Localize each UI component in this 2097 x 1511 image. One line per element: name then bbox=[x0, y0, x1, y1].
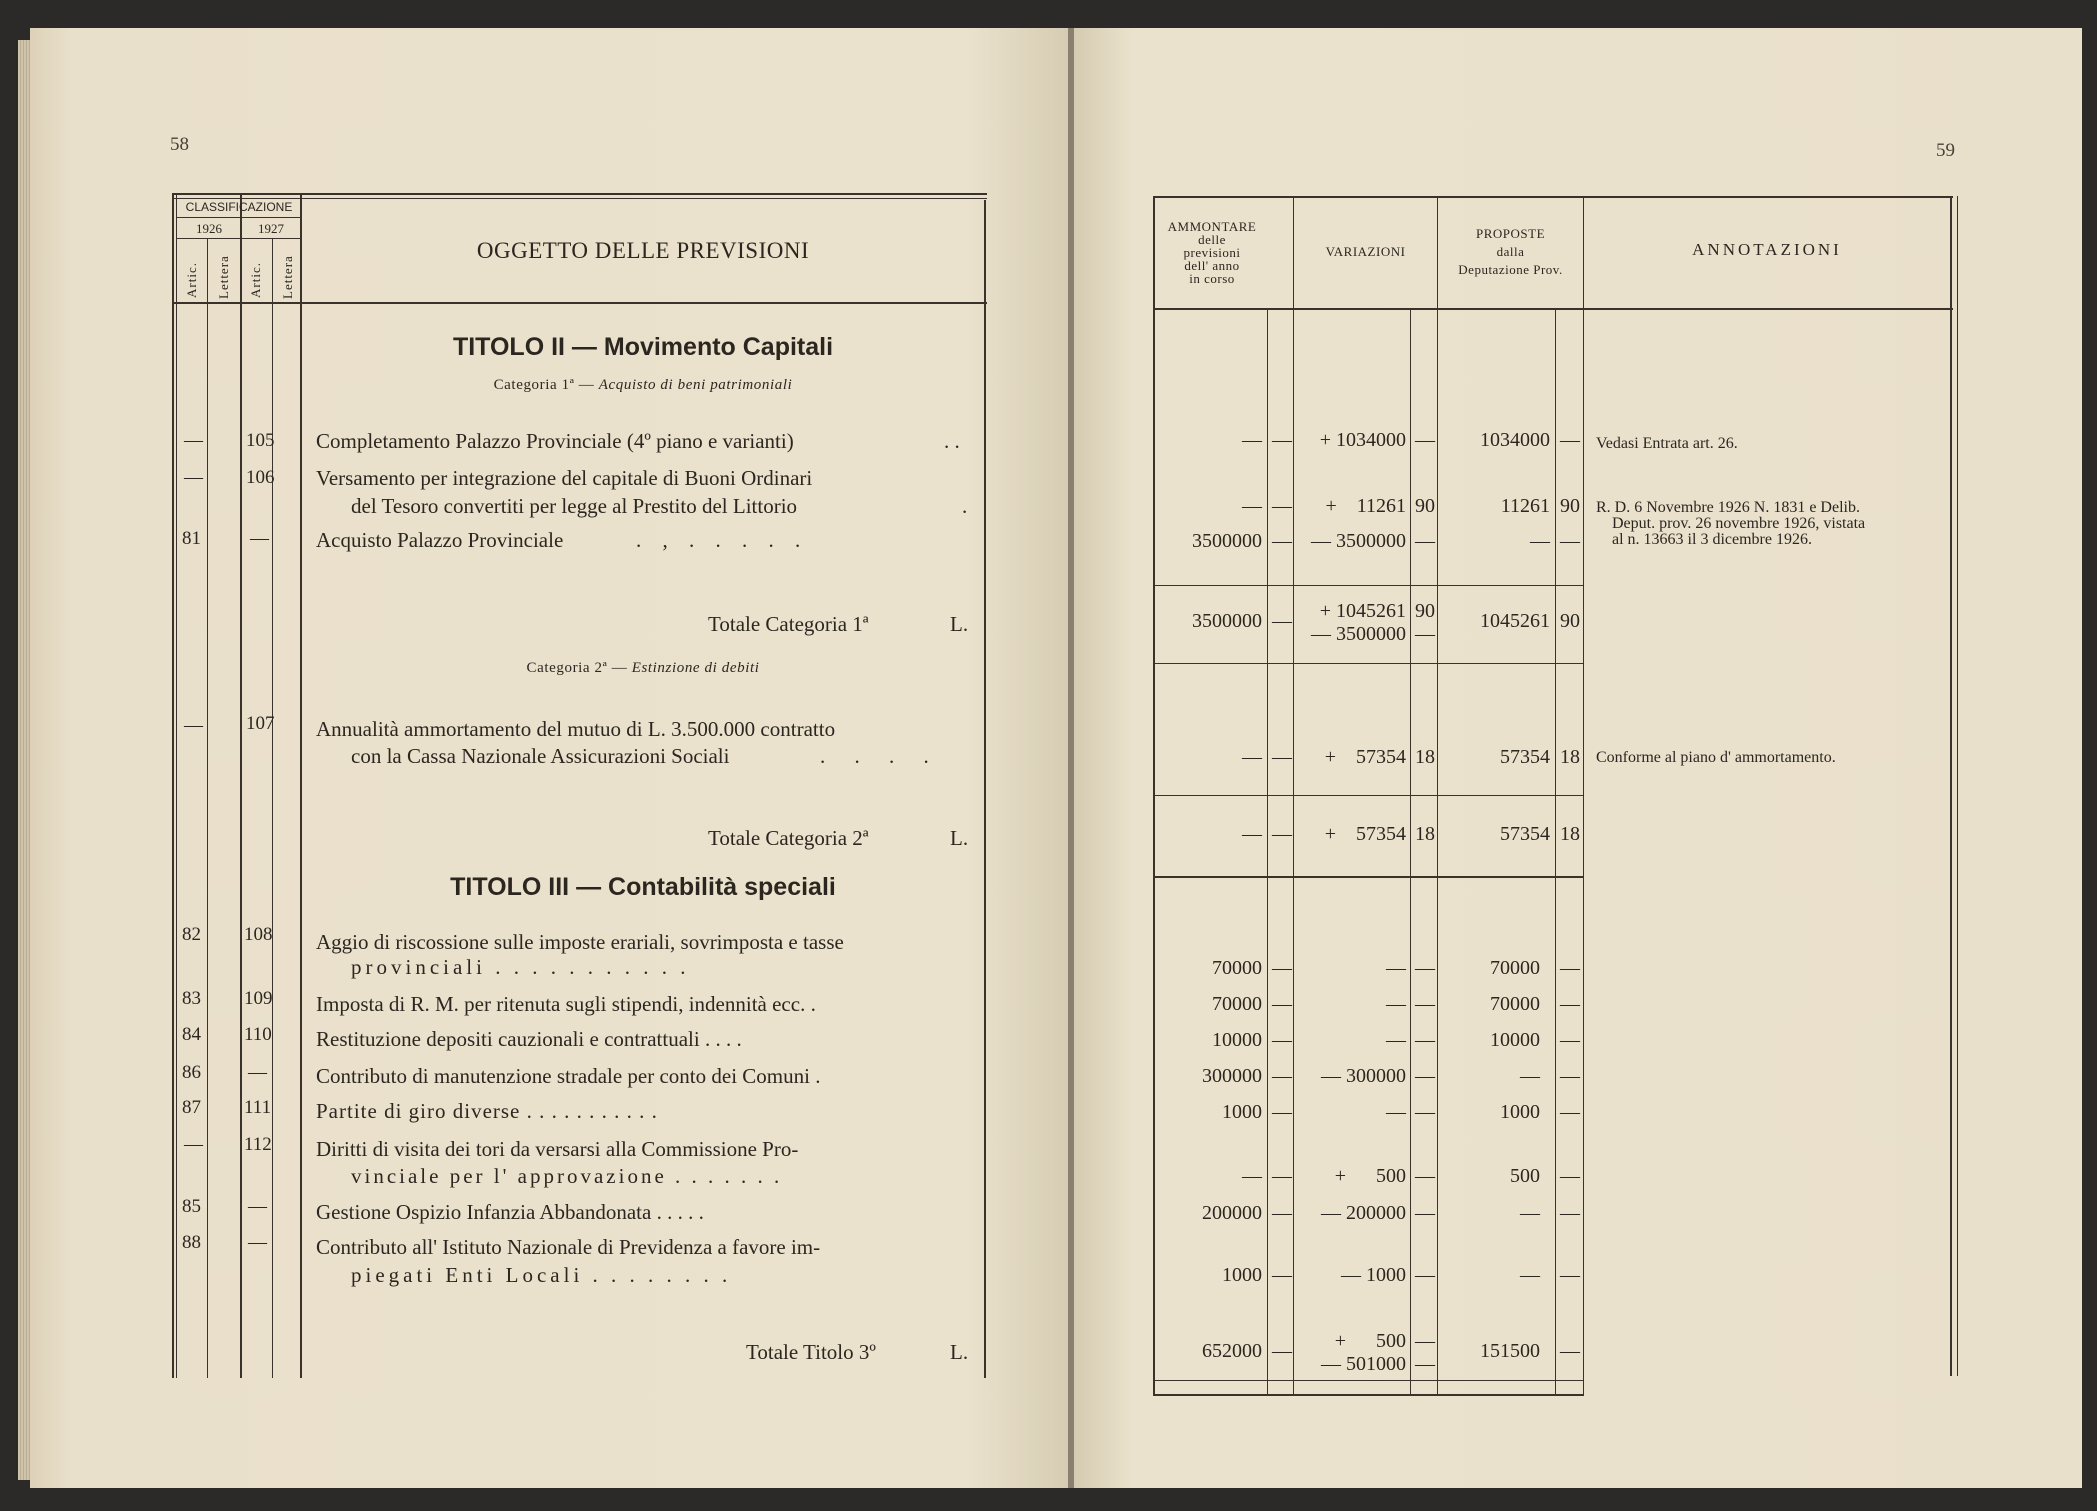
annotazioni-header: ANNOTAZIONI bbox=[1692, 240, 1842, 259]
t3-row-8-prop-cent: — bbox=[1560, 1264, 1580, 1286]
t3-row-6-description-1: Diritti di visita dei tori da versarsi alla Commissione Pro- bbox=[316, 1137, 799, 1161]
t3-row-8-artic-1927: — bbox=[248, 1232, 267, 1253]
r106-annotazione-3: al n. 13663 il 3 dicembre 1926. bbox=[1612, 531, 1812, 548]
rule-col-1926-1927 bbox=[240, 193, 242, 1378]
t3-row-5-amm-cent: — bbox=[1272, 1101, 1292, 1123]
ammontare-header: AMMONTARE delle previsioni dell' anno in corso bbox=[1167, 219, 1257, 286]
totale-titolo3-label: Totale Titolo 3º bbox=[746, 1340, 876, 1364]
t3-row-4-var-cent: — bbox=[1415, 1065, 1435, 1087]
t3-row-5-description: Partite di giro diverse . . . . . . . . . . . bbox=[316, 1099, 658, 1123]
t3-row-1-description-1: Aggio di riscossione sulle imposte erariali, sovrimposta e tasse bbox=[316, 930, 844, 954]
t3-row-5-proposta: 1000 bbox=[1500, 1101, 1540, 1123]
t3-row-2-description: Imposta di R. M. per ritenuta sugli stipendi, indennità ecc. . bbox=[316, 992, 816, 1016]
r105-artic-1926: — bbox=[184, 430, 203, 451]
t3-row-5-prop-cent: — bbox=[1560, 1101, 1580, 1123]
tot-cat1-variazione-plus: + 1045261 bbox=[1319, 600, 1406, 622]
r106-annotazione-1: R. D. 6 Novembre 1926 N. 1831 e Delib. bbox=[1596, 499, 1860, 516]
r106-variazione: + 11261 bbox=[1325, 495, 1406, 517]
t3-row-3-amm-cent: — bbox=[1272, 1029, 1292, 1051]
oggetto-header: OGGETTO DELLE PREVISIONI bbox=[476, 238, 810, 263]
rrule-col-prop bbox=[1583, 196, 1584, 1396]
t3-row-2-artic-1927: 109 bbox=[244, 988, 273, 1009]
t3-row-2-amm-cent: — bbox=[1272, 993, 1292, 1015]
rrule-top bbox=[1153, 196, 1953, 198]
t3-row-3-proposta: 10000 bbox=[1490, 1029, 1540, 1051]
totale-cat1-label: Totale Categoria 1ª bbox=[708, 612, 869, 636]
lettera-1927: Lettera bbox=[280, 255, 295, 299]
t3-row-6-proposta: 500 bbox=[1510, 1165, 1540, 1187]
r106-proposta: 11261 bbox=[1500, 495, 1550, 517]
r81-variazione: — 3500000 bbox=[1311, 530, 1406, 552]
t3-row-2-var-cent: — bbox=[1415, 993, 1435, 1015]
categoria-2-heading: Categoria 2ª — Estinzione di debiti bbox=[526, 660, 760, 676]
r105-dots: . . bbox=[944, 429, 960, 453]
t3-row-7-artic-1926: 85 bbox=[182, 1196, 201, 1217]
t3-row-8-description-1: Contributo all' Istituto Nazionale di Previdenza a favore im- bbox=[316, 1235, 821, 1259]
t3-row-1-amm-cent: — bbox=[1272, 957, 1292, 979]
titolo-3-heading: TITOLO III — Contabilità speciali bbox=[450, 873, 836, 901]
t3-row-7-prop-cent: — bbox=[1560, 1202, 1580, 1224]
r106-dots: . bbox=[962, 494, 968, 518]
t3-row-7-ammontare: 200000 bbox=[1202, 1202, 1262, 1224]
categoria-1-heading: Categoria 1ª — Acquisto di beni patrimoniali bbox=[493, 377, 793, 393]
titolo-2-heading: TITOLO II — Movimento Capitali bbox=[452, 333, 834, 361]
tot-cat1-ammontare: 3500000 bbox=[1192, 610, 1262, 632]
t3-row-4-ammontare: 300000 bbox=[1202, 1065, 1262, 1087]
t3-row-7-proposta: — bbox=[1520, 1202, 1540, 1224]
t3-row-7-var-cent: — bbox=[1415, 1202, 1435, 1224]
r107-ammontare: — bbox=[1242, 746, 1262, 768]
totale-cat1-l: L. bbox=[950, 612, 969, 636]
t3-row-3-prop-cent: — bbox=[1560, 1029, 1580, 1051]
artic-1927: Artic. bbox=[248, 262, 263, 298]
r105-var-cent: — bbox=[1415, 429, 1435, 451]
rrule-header-bottom bbox=[1153, 308, 1953, 310]
t3-row-5-ammontare: 1000 bbox=[1222, 1101, 1262, 1123]
t3-row-3-var-cent: — bbox=[1415, 1029, 1435, 1051]
r106-annotazione-2: Deput. prov. 26 novembre 1926, vistata bbox=[1612, 515, 1866, 532]
t3-row-3-artic-1927: 110 bbox=[244, 1024, 272, 1045]
t3-row-8-artic-1926: 88 bbox=[182, 1232, 201, 1253]
t3-row-4-artic-1926: 86 bbox=[182, 1062, 201, 1083]
r106-artic-1927: 106 bbox=[246, 467, 275, 488]
tot-titolo3-ammontare: 652000 bbox=[1202, 1340, 1262, 1362]
t3-row-6-amm-cent: — bbox=[1272, 1165, 1292, 1187]
r106-amm-cent: — bbox=[1272, 495, 1292, 517]
r81-ammontare: 3500000 bbox=[1192, 530, 1262, 552]
t3-row-4-proposta: — bbox=[1520, 1065, 1540, 1087]
r81-amm-cent: — bbox=[1272, 530, 1292, 552]
rule-left-outer bbox=[172, 193, 174, 1378]
rrule-amm-cent bbox=[1267, 310, 1268, 1396]
tot-cat1-var-cent-2: — bbox=[1415, 623, 1435, 645]
tot-cat2-amm-cent: — bbox=[1272, 823, 1292, 845]
t3-row-1-prop-cent: — bbox=[1560, 957, 1580, 979]
proposte-header: PROPOSTE dalla Deputazione Prov. bbox=[1458, 226, 1563, 277]
tot-cat1-variazione-minus: — 3500000 bbox=[1311, 623, 1406, 645]
rrule-prop-cent bbox=[1555, 310, 1556, 1396]
t3-row-6-prop-cent: — bbox=[1560, 1165, 1580, 1187]
r106-var-cent: 90 bbox=[1415, 495, 1435, 517]
r106-prop-cent: 90 bbox=[1560, 495, 1580, 517]
tot-titolo3-proposta: 151500 bbox=[1480, 1340, 1540, 1362]
t3-row-8-ammontare: 1000 bbox=[1222, 1264, 1262, 1286]
rrule-col-amm bbox=[1293, 196, 1294, 1396]
rrule-sep-5 bbox=[1155, 1380, 1583, 1381]
tot-cat2-ammontare: — bbox=[1242, 823, 1262, 845]
tot-cat2-var-cent: 18 bbox=[1415, 823, 1435, 845]
r106-description-1: Versamento per integrazione del capitale di Buoni Ordinari bbox=[316, 466, 813, 490]
tot-titolo3-var-cent-2: — bbox=[1415, 1353, 1435, 1375]
rrule-bottom bbox=[1153, 1394, 1583, 1396]
r81-proposta: — bbox=[1530, 530, 1550, 552]
r105-description: Completamento Palazzo Provinciale (4º piano e varianti) bbox=[316, 429, 794, 453]
lettera-1926: Lettera bbox=[216, 255, 231, 299]
rrule-left bbox=[1153, 196, 1155, 1396]
t3-row-5-variazione: — bbox=[1386, 1101, 1406, 1123]
rrule-right bbox=[1950, 196, 1952, 1376]
r81-artic-1927: — bbox=[250, 528, 269, 549]
r105-variazione: + 1034000 bbox=[1319, 429, 1406, 451]
tot-titolo3-variazione-plus: + 500 bbox=[1334, 1330, 1406, 1352]
tot-cat1-prop-cent: 90 bbox=[1560, 610, 1580, 632]
r107-artic-1927: 107 bbox=[246, 713, 275, 734]
r106-artic-1926: — bbox=[184, 467, 203, 488]
t3-row-4-description: Contributo di manutenzione stradale per conto dei Comuni . bbox=[316, 1064, 821, 1088]
t3-row-2-prop-cent: — bbox=[1560, 993, 1580, 1015]
tot-cat2-prop-cent: 18 bbox=[1560, 823, 1580, 845]
r105-annotazione: Vedasi Entrata art. 26. bbox=[1596, 435, 1738, 452]
tot-titolo3-amm-cent: — bbox=[1272, 1340, 1292, 1362]
rule-top bbox=[172, 193, 987, 195]
rrule-sep-4 bbox=[1155, 876, 1583, 878]
rrule-sep-2 bbox=[1155, 663, 1583, 664]
t3-row-1-proposta: 70000 bbox=[1490, 957, 1540, 979]
r105-artic-1927: 105 bbox=[246, 430, 275, 451]
t3-row-3-variazione: — bbox=[1386, 1029, 1406, 1051]
t3-row-1-artic-1926: 82 bbox=[182, 924, 201, 945]
totale-cat2-l: L. bbox=[950, 826, 969, 850]
page-number-left: 58 bbox=[170, 134, 189, 155]
page-number-right: 59 bbox=[1936, 140, 1955, 161]
r81-description: Acquisto Palazzo Provinciale bbox=[316, 528, 564, 552]
t3-row-2-proposta: 70000 bbox=[1490, 993, 1540, 1015]
t3-row-1-variazione: — bbox=[1386, 957, 1406, 979]
tot-titolo3-prop-cent: — bbox=[1560, 1340, 1580, 1362]
t3-row-6-ammontare: — bbox=[1242, 1165, 1262, 1187]
r107-annotazione: Conforme al piano d' ammortamento. bbox=[1596, 749, 1836, 766]
rule-right-left-page bbox=[984, 200, 986, 1378]
tot-titolo3-var-cent-1: — bbox=[1415, 1330, 1435, 1352]
rrule-sep-1 bbox=[1155, 585, 1583, 586]
t3-row-5-artic-1926: 87 bbox=[182, 1097, 201, 1118]
t3-row-8-proposta: — bbox=[1520, 1264, 1540, 1286]
t3-row-7-artic-1927: — bbox=[248, 1196, 267, 1217]
r107-description-2: con la Cassa Nazionale Assicurazioni Sociali bbox=[351, 744, 730, 768]
t3-row-7-description: Gestione Ospizio Infanzia Abbandonata . . . . . bbox=[316, 1200, 704, 1224]
t3-row-1-var-cent: — bbox=[1415, 957, 1435, 979]
tot-cat1-var-cent-1: 90 bbox=[1415, 600, 1435, 622]
t3-row-4-variazione: — 300000 bbox=[1321, 1065, 1406, 1087]
t3-row-8-var-cent: — bbox=[1415, 1264, 1435, 1286]
t3-row-4-amm-cent: — bbox=[1272, 1065, 1292, 1087]
r81-var-cent: — bbox=[1415, 530, 1435, 552]
t3-row-6-artic-1927: 112 bbox=[244, 1134, 272, 1155]
rule-years-under bbox=[177, 238, 300, 239]
rule-col-a1927 bbox=[272, 238, 273, 1378]
artic-1926: Artic. bbox=[184, 262, 199, 298]
r81-artic-1926: 81 bbox=[182, 528, 201, 549]
rrule-sep-3 bbox=[1155, 795, 1583, 796]
rule-col-oggetto bbox=[300, 193, 302, 1378]
t3-row-8-amm-cent: — bbox=[1272, 1264, 1292, 1286]
variazioni-header: VARIAZIONI bbox=[1325, 244, 1406, 259]
rrule-var-cent bbox=[1410, 310, 1411, 1396]
rule-left-inner bbox=[176, 193, 177, 1378]
totale-cat2-label: Totale Categoria 2ª bbox=[708, 826, 869, 850]
r81-dots: . , . . . . . bbox=[636, 528, 809, 552]
tot-cat1-amm-cent: — bbox=[1272, 610, 1292, 632]
r107-artic-1926: — bbox=[184, 715, 203, 736]
r81-prop-cent: — bbox=[1560, 530, 1580, 552]
r107-var-cent: 18 bbox=[1415, 746, 1435, 768]
t3-row-1-artic-1927: 108 bbox=[244, 924, 273, 945]
t3-row-1-ammontare: 70000 bbox=[1212, 957, 1262, 979]
year-1926: 1926 bbox=[196, 221, 222, 236]
r107-variazione: + 57354 bbox=[1324, 746, 1406, 768]
t3-row-5-var-cent: — bbox=[1415, 1101, 1435, 1123]
t3-row-3-artic-1926: 84 bbox=[182, 1024, 201, 1045]
r105-amm-cent: — bbox=[1272, 429, 1292, 451]
t3-row-7-amm-cent: — bbox=[1272, 1202, 1292, 1224]
rrule-col-var bbox=[1437, 196, 1438, 1396]
t3-row-6-variazione: + 500 bbox=[1334, 1165, 1406, 1187]
r107-prop-cent: 18 bbox=[1560, 746, 1580, 768]
t3-row-8-description-2: piegati Enti Locali . . . . . . . . bbox=[351, 1263, 732, 1287]
t3-row-3-ammontare: 10000 bbox=[1212, 1029, 1262, 1051]
t3-row-7-variazione: — 200000 bbox=[1321, 1202, 1406, 1224]
t3-row-4-prop-cent: — bbox=[1560, 1065, 1580, 1087]
r107-dots: . . . . bbox=[820, 744, 941, 768]
r107-amm-cent: — bbox=[1272, 746, 1292, 768]
r106-description-2: del Tesoro convertiti per legge al Prestito del Littorio bbox=[351, 494, 798, 518]
r107-description-1: Annualità ammortamento del mutuo di L. 3.500.000 contratto bbox=[316, 717, 836, 741]
t3-row-2-variazione: — bbox=[1386, 993, 1406, 1015]
rule-col-a1926 bbox=[207, 238, 208, 1378]
t3-row-6-artic-1926: — bbox=[184, 1134, 203, 1155]
t3-row-1-description-2: provinciali . . . . . . . . . . . bbox=[351, 955, 690, 979]
r106-ammontare: — bbox=[1242, 495, 1262, 517]
rule-class-under bbox=[177, 217, 300, 218]
t3-row-5-artic-1927: 111 bbox=[244, 1097, 272, 1118]
totale-titolo3-l: L. bbox=[950, 1340, 969, 1364]
classificazione-header: CLASSIFICAZIONE bbox=[185, 200, 293, 214]
r105-prop-cent: — bbox=[1560, 429, 1580, 451]
tot-cat2-variazione: + 57354 bbox=[1324, 823, 1406, 845]
r105-ammontare: — bbox=[1242, 429, 1262, 451]
t3-row-2-ammontare: 70000 bbox=[1212, 993, 1262, 1015]
rule-top-2 bbox=[172, 198, 987, 199]
t3-row-4-artic-1927: — bbox=[248, 1062, 267, 1083]
tot-titolo3-variazione-minus: — 501000 bbox=[1321, 1353, 1406, 1375]
rule-header-bottom bbox=[172, 302, 987, 304]
t3-row-6-description-2: vinciale per l' approvazione . . . . . . . bbox=[351, 1164, 783, 1188]
tot-cat1-proposta: 1045261 bbox=[1480, 610, 1550, 632]
r107-proposta: 57354 bbox=[1500, 746, 1550, 768]
r105-proposta: 1034000 bbox=[1480, 429, 1550, 451]
t3-row-8-variazione: — 1000 bbox=[1341, 1264, 1406, 1286]
t3-row-6-var-cent: — bbox=[1415, 1165, 1435, 1187]
year-1927: 1927 bbox=[258, 221, 284, 236]
t3-row-2-artic-1926: 83 bbox=[182, 988, 201, 1009]
tot-cat2-proposta: 57354 bbox=[1500, 823, 1550, 845]
rrule-right-2 bbox=[1957, 196, 1958, 1376]
t3-row-3-description: Restituzione depositi cauzionali e contrattuali . . . . bbox=[316, 1027, 742, 1051]
book-spine bbox=[1068, 28, 1074, 1488]
